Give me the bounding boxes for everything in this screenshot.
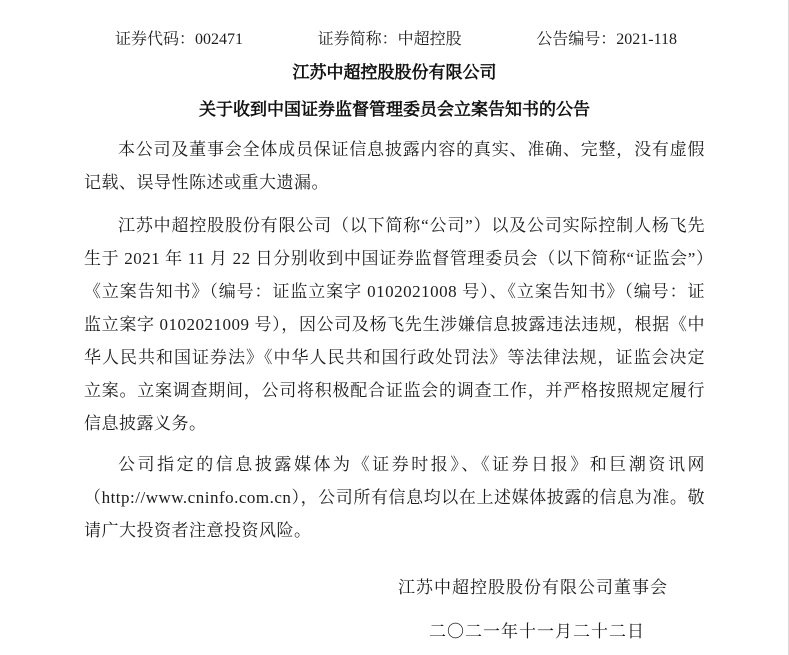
stock-code-label: 证券代码： (115, 31, 196, 48)
stock-name-value: 中超控股 (397, 31, 462, 48)
signature-date: 二〇二一年十一月二十二日 (429, 622, 645, 641)
announcement-number (536, 30, 677, 50)
signature-company: 江苏中超控股股份有限公司董事会 (398, 578, 668, 597)
company-title: 江苏中超控股股份有限公司 (292, 63, 497, 82)
disclosure-media-paragraph: 公司指定的信息披露媒体为《证券时报》、《证券日报》和巨潮资讯网（http://www.cninfo.com.cn），公司所有信息均以在上述媒体披露的信息为准。敬请广大投资者注意投资风险。 (84, 455, 705, 540)
stock-name-label: 证券简称： (317, 31, 398, 48)
document-header (84, 30, 705, 50)
stock-name (318, 30, 462, 50)
announcement-number-label: 公告编号： (536, 31, 617, 48)
case-filing-notice-paragraph: 江苏中超控股股份有限公司（以下简称“公司”）以及公司实际控制人杨飞先生于 2021 年 11 月 22 日分别收到中国证券监督管理委员会（以下简称“证监会”）《立案告知书》（编号：证监立案字 0102021008 号）、《立案告知书》（编号：证监立案字 0102021009 号），因公司及杨飞先生涉嫌信息披露违法违规，根据《中华人民共和国证券法》《中华人民共和国行政处罚法》等法律法规，证监会决定立案。立案调查期间，公司将积极配合证监会的调查工作，并严格按照规定履行信息披露义务。 (84, 216, 705, 433)
stock-code-value: 002471 (195, 31, 244, 48)
board-statement-paragraph: 本公司及董事会全体成员保证信息披露内容的真实、准确、完整，没有虚假记载、误导性陈述或重大遗漏。 (84, 140, 705, 192)
stock-code (115, 30, 243, 50)
announcement-number-value: 2021-118 (616, 31, 677, 48)
announcement-title: 关于收到中国证券监督管理委员会立案告知书的公告 (199, 100, 590, 119)
